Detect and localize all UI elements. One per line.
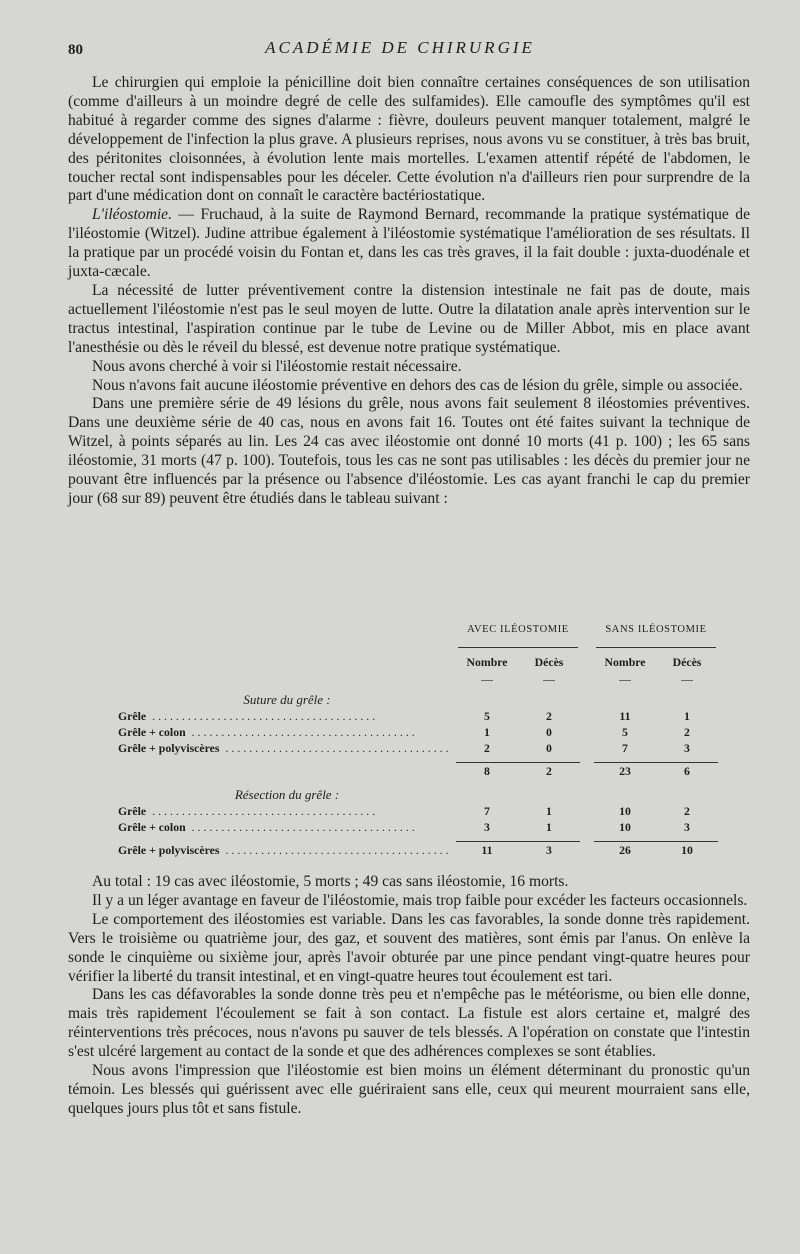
group-brace <box>456 638 580 650</box>
table-row: Grêle + polyviscères ...................................... 2 0 7 3 <box>118 740 718 756</box>
paragraph: Dans les cas défavorables la sonde donne très peu et n'empêche pas le météorisme, ou bien elle donne, mais très rapidement l'écoulement se fait à son contact. La fistule est alors certaine et, malgré des réinterventions très précoces, nous n'avons pu sauver de tels blessés. A l'opération on constate que l'intestin s'est ulcéré largement au contact de la sonde et que des adhérences complexes se sont établies. <box>68 986 750 1061</box>
column-header: Décès <box>672 655 702 669</box>
row-label: Grêle + colon <box>118 820 186 834</box>
totals-row <box>118 763 718 780</box>
paragraph <box>68 206 750 282</box>
cell: 3 <box>684 820 690 834</box>
cell: 1 <box>546 820 552 834</box>
section-title: Résection du grêle : <box>234 787 340 802</box>
body-text-top <box>68 74 750 509</box>
cell: 1 <box>684 709 690 723</box>
section-heading: L'iléostomie. <box>92 206 173 224</box>
cell: 3 <box>518 842 580 859</box>
paragraph: Le chirurgien qui emploie la pénicilline doit bien connaître certaines conséquences de son utilisation (comme d'ailleurs à un moindre degré de celle des sulfamides). Elle camoufle des symptômes qu'il est habitué à regarder comme des signes d'alarme : fièvre, douleurs peuvent manquer totalement, malgré le développement de l'infection la plus grave. A plusieurs reprises, nous avons vu se constituer, à très bas bruit, des péritonites cloisonnées, à évolution lente mais mortelles. L'examen attentif répété de l'abdomen, le toucher rectal sont indispensables pour les déceler. Cette évolution n'a d'ailleurs rien pour surprendre de la part d'une médication dont on connaît le caractère bactériostatique. <box>68 74 750 205</box>
cell: 2 <box>546 709 552 723</box>
cell: 7 <box>622 741 628 755</box>
total-cell: 6 <box>656 763 718 780</box>
cell: 1 <box>546 804 552 818</box>
row-label: Grêle <box>118 804 147 818</box>
group-header-sans: SANS ILÉOSTOMIE <box>605 624 707 635</box>
cell: 26 <box>594 842 656 859</box>
cell: 5 <box>622 725 628 739</box>
paragraph: Nous avons cherché à voir si l'iléostomie restait nécessaire. <box>92 357 462 375</box>
cell: 2 <box>484 741 490 755</box>
table-row: Grêle + colon ...................................... 3 1 10 3 <box>118 819 718 835</box>
paragraph: Dans une première série de 49 lésions du grêle, nous avons fait seulement 8 iléostomies préventives. Dans une deuxième série de 40 cas, nous en avons fait 16. Toutes ont été faites suivant la technique de Witzel, à points séparés au lin. Les 24 cas avec iléostomie ont donné 10 morts (41 p. 100) ; les 65 sans iléostomie, 31 morts (47 p. 100). Toutefois, tous les cas ne sont pas utilisables : les décès du premier jour ne pouvant être influencés par la présence ou l'absence d'iléostomie. Les cas ayant franchi le cap du premier jour (68 sur 89) peuvent être étudiés dans le tableau suivant : <box>68 395 750 507</box>
cell: 2 <box>684 804 690 818</box>
cell: 11 <box>619 709 631 723</box>
cell: 11 <box>456 842 518 859</box>
row-label: Grêle + polyviscères <box>118 741 220 755</box>
table-row: Grêle ...................................... 7 1 10 2 <box>118 803 718 819</box>
paragraph-text: Fruchaud, à la suite de Raymond Bernard, recommande la pratique systématique de l'iléostomie (Witzel). Judine attribue également à l'iléostomie systématique l'amélioration de ses résultats. Il la pratique par un procédé voisin du Fontan et, dans les cas très graves, il la fait double : juxta-duodénale et juxta-cæcale. <box>68 206 750 281</box>
cell: 0 <box>546 725 552 739</box>
cell: 3 <box>684 741 690 755</box>
group-header-avec: AVEC ILÉOSTOMIE <box>467 624 569 635</box>
paragraph: Le comportement des iléostomies est variable. Dans les cas favorables, la sonde donne très rapidement. Vers le troisième ou quatrième jour, des gaz, et souvent des matières, sont émis par l'anus. On enlève la sonde le cinquième ou sixième jour, après l'avoir obturée par une pince pendant vingt-quatre heures pour vérifier la liberté du transit intestinal, et en vingt-quatre heures tout écoulement est tari. <box>68 910 750 985</box>
group-brace <box>594 638 718 650</box>
paragraph: Nous avons l'impression que l'iléostomie est bien moins un élément déterminant du pronostic qu'un témoin. Les blessés qui guérissent avec elle guériraient sans elle, ceux qui meurent mourraient sans elle, quelques jours plus tôt et sans fistule. <box>68 1062 750 1117</box>
cell: 2 <box>684 725 690 739</box>
table-row: Grêle + colon ...................................... 1 0 5 2 <box>118 724 718 740</box>
cell: 7 <box>484 804 490 818</box>
row-label: Grêle + polyviscères <box>118 843 220 857</box>
paragraph: Nous n'avons fait aucune iléostomie préventive en dehors des cas de lésion du grêle, simple ou associée. <box>92 376 743 394</box>
running-title: ACADÉMIE DE CHIRURGIE <box>265 38 535 57</box>
section-title: Suture du grêle : <box>243 692 331 707</box>
cell: 10 <box>656 842 718 859</box>
page-number: 80 <box>68 42 83 58</box>
statistics-table: AVEC ILÉOSTOMIE SANS ILÉOSTOMIE Nombre Décès Nombre Décès — — — — Suture du grêle : Grêle ...................................... 5 2 11 1 Grêle + colon ...................................... 1 0 5 2 Grêle + polyviscères ...................................... 2 0 7 3 8 2 23 6 Résection du grêle : Grêle ...................................... 7 1 10 2 Grêle + colon ...................................... 3 1 10 3 Grêle + polyviscères ...................................... 11 3 26 10 <box>118 618 718 858</box>
column-header: Nombre <box>466 655 508 669</box>
table-row: Grêle + polyviscères ...................................... 11 3 26 10 <box>118 842 718 859</box>
total-cell: 2 <box>518 763 580 780</box>
total-cell: 8 <box>456 763 518 780</box>
row-label: Grêle + colon <box>118 725 186 739</box>
column-header: Décès <box>534 655 564 669</box>
cell: 10 <box>619 804 631 818</box>
cell: 5 <box>484 709 490 723</box>
body-text-bottom <box>68 873 750 1119</box>
cell: 1 <box>484 725 490 739</box>
column-header: Nombre <box>604 655 646 669</box>
table-row: Grêle ...................................... 5 2 11 1 <box>118 708 718 724</box>
cell: 0 <box>546 741 552 755</box>
heading-dash: — <box>172 206 201 224</box>
row-label: Grêle <box>118 709 147 723</box>
paragraph: La nécessité de lutter préventivement contre la distension intestinale ne fait pas de doute, mais actuellement l'iléostomie n'est pas le seul moyen de lutte. Outre la dilatation anale après intervention sur le tractus intestinal, l'aspiration continue par le tube de Levine ou de Miller Abbot, mis en place avant l'anesthésie ou dès le réveil du blessé, est devenue notre pratique systématique. <box>68 281 750 356</box>
total-cell: 23 <box>594 763 656 780</box>
paragraph: Il y a un léger avantage en faveur de l'iléostomie, mais trop faible pour excéder les facteurs occasionnels. <box>92 891 748 909</box>
cell: 3 <box>484 820 490 834</box>
paragraph: Au total : 19 cas avec iléostomie, 5 morts ; 49 cas sans iléostomie, 16 morts. <box>92 873 569 890</box>
cell: 10 <box>619 820 631 834</box>
